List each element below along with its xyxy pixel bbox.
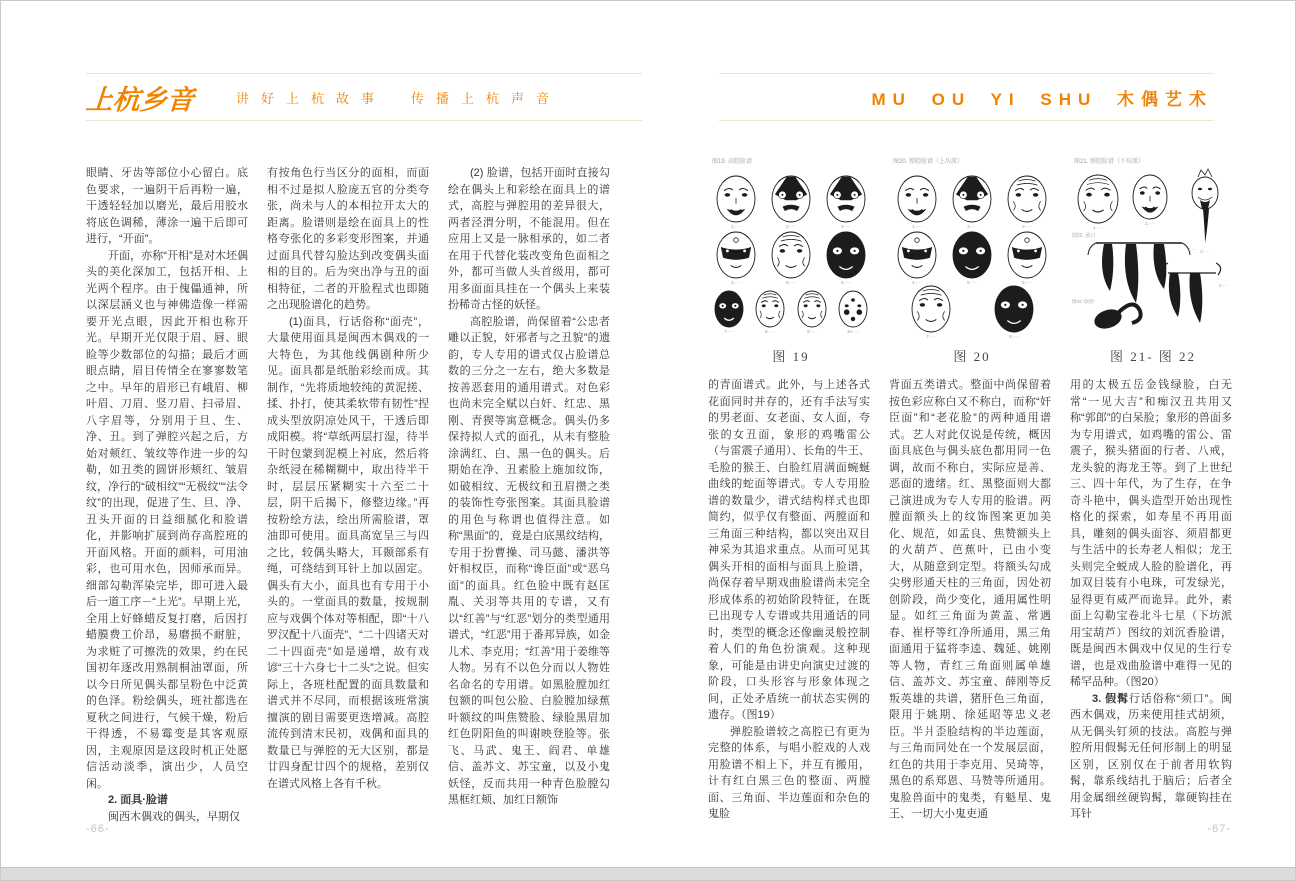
figure-19-mask-plate <box>708 151 874 365</box>
paragraph: 眼睛、牙齿等部位小心留白。底色要求，一遍阴干后再粉一遍，干透轻轻加以磨光，最后用胶水将底色调稀，薄涂一遍干后即可进行，“开面”。 <box>86 167 248 245</box>
svg-text:3.····: 3.···· <box>1022 224 1032 229</box>
svg-text:2.····: 2.···· <box>1145 221 1155 226</box>
svg-text:3.····: 3.···· <box>841 224 851 229</box>
svg-text:3.····: 3.···· <box>1200 249 1210 254</box>
figure-21-header: 图21. 弹腔脸谱（下坊派） <box>1074 159 1145 165</box>
figure-19-masks <box>708 167 874 344</box>
svg-text:2.···: 2.··· <box>1219 283 1228 288</box>
svg-text:1.····: 1.···· <box>912 224 922 229</box>
left-text-column-3 <box>448 165 610 809</box>
paragraph: (2) 脸谱，包括开面时直接勾绘在偶头上和彩绘在面具上的谱式，高腔与弹腔用的差异很大，两者泾渭分明，不能混用。但在应用上又是一脉相承的，如二者在用于代替化装改变角色面相之外，都可当做人头首级用，都可用多面面具挂在一个偶头上来装扮稀奇古怪的妖怪。 <box>448 167 610 311</box>
svg-text:2.····: 2.···· <box>786 224 796 229</box>
figure-19-caption: 图 19 <box>772 349 810 364</box>
svg-text:4.····: 4.···· <box>912 280 922 285</box>
page-number-left: -66- <box>86 823 110 835</box>
figure-20-mask-plate <box>889 151 1055 365</box>
svg-text:7.····: 7.···· <box>926 334 936 339</box>
paragraph: 开面，亦称“开相”是对木坯偶头的美化深加工，包括开相、上光两个程序。由于傀儡通神，所以深层涵义也与神佛造像一样需要开光点眼，因此开相也称开光。早期开光仅限于眉、唇、眼睑等少数部位的勾描；最后才画眼点睛，眉目传情全在寥寥数笔之中。早年的眉形已有峨眉、柳叶眉、刀眉、竖刀眉、扫帚眉、八字眉等，分别用于旦、生、净、丑。到了弹腔兴起之后，方始对颊红、皱纹等作进一步的勾勒，如丑类的圆饼形颊红、皱眉纹，净行的“破相纹”“无极纹”“法令纹”的出现，促进了生、旦、净、丑头开面的日益细腻化和脸谱化，并影响扩展到尚存高腔班的开面风格。开面的颜料，可用油彩，也可用水色，因师承而异。细部勾勒浑染完毕，即可进入最后一道工序－“上光”。早期上光，全用上好蜂蜡反复打磨，后因打蜡膜费工价昂，易磨损不耐脏，为求赃了可擦洗的效果，约在民国初年逐改用熟制桐油罩面，所以今日所见偶头都呈粉色中泛黄的色泽。粉绘偶头，班社都选在夏秋之间进行，气候干燥，粉后干得透，不易霉变是其客观原因，主观原因是这段时机正处愿信活动淡季，演出少，人员空闲。 <box>86 249 248 790</box>
left-text-column-2 <box>267 165 429 792</box>
right-text-column-1 <box>708 377 870 823</box>
svg-text:8.····: 8.···· <box>765 329 775 334</box>
svg-text:6.····: 6.···· <box>841 280 851 285</box>
svg-text:9.····: 9.···· <box>807 329 817 334</box>
svg-text:4.····: 4.···· <box>731 280 741 285</box>
svg-text:5.····: 5.···· <box>967 280 977 285</box>
paragraph: 闽西木偶戏的偶头，早期仅 <box>108 810 240 823</box>
paragraph: (1)面具，行话俗称“面壳”，大量使用面具是闽西木偶戏的一大特色，为其他线偶剧种所少见。面具都是纸胎彩绘而成。其制作，“先将质地较纯的黄泥搓、揉、扑打，使其柔软带有韧性”捏成头型放阴凉处风干，干透后即成阳模。将“草纸两层打湿，待半干时包蒙到泥模上衬底，然后将杂纸浸在稀糊糊中，取出待半干时，层层压紧糊实十六至二十层，阴干后揭下，修整边缘。”再按粉绘方法，绘出所需脸谱，罩油即可使用。面具高宽呈三与四之比，较偶头略大，耳颞部系有绳，可绕结到耳针上加以固定。偶头有大小，面具也有专用于小头的。一堂面具的数量，按规制应与戏偶个体对等相配，即“十八罗汉配十八面壳”、“二十四诸天对二十四面壳”如是递增，故有戏谚“三十六身七十二头”之说。但实际上，各班杜配置的面具数量和谱式并不尽同，而根据该班常演擅演的剧目需要更迭增减。高腔流传到清末民初，戏偶和面具的数量已与弹腔的无大区别，都是廿四身配廿四个的规格，差别仅在谱式风格上各有千秋。 <box>267 315 429 790</box>
svg-text:1.···: 1.··· <box>1188 247 1197 252</box>
svg-text:8.····: 8.···· <box>1009 334 1019 339</box>
svg-text:5.····: 5.···· <box>786 280 796 285</box>
paragraph: 高腔脸谱，尚保留着“公忠者雕以正貌，奸邪者与之丑貌”的遗韵，专人专用的谱式仅占脸谱总数的三分之一左右，绝大多数是按善恶套用的通用谱式。对色彩也尚未完全赋以白奸、红忠、黑刚、青猰等寓意概念。偶头仍多保持拟人式的面孔，从未有整脸涂满红、白、黑一色的偶头。后期始在净、丑素脸上施加纹饰，如破相纹、无极纹和丑眉攒之类的装饰性夸张图案。其面具脸谱的用色与称谓也值得注意。如称“黑面”的，竟是白底黑纹结构，专用于扮曹操、司马懿、潘洪等奸相权臣，而称“谗臣面”或“恶乌面”的面具。红色脸中既有赵匡胤、关羽等共用的专谱，又有以“红善”与“红恶”划分的类型通用谱式，“红恶”用于番邦异族，如金儿术、李克用；“红善”用于姜维等人物。另有不以色分而以人物姓名命名的专用谱。如黑脸膛加红包额的叫包公脸、白脸膛加绿蕉叶额纹的叫焦赞脸、绿脸黑眉加红色阴阳鱼的叫谢映登脸等。张飞、马武、鬼王、阎君、单雄信、盖苏文、苏宝童，以及小鬼妖怪，反而共用一种青色脸膛勾黑框红颊、加红日额饰 <box>448 315 610 806</box>
svg-text:图22.“软钩”: 图22.“软钩” <box>1072 299 1095 304</box>
right-text-column-2 <box>889 377 1051 823</box>
magazine-logo: 上杭乡音 <box>84 84 195 116</box>
figure-21-22-caption: 图 21- 图 22 <box>1109 349 1197 364</box>
paragraph: 弹腔脸谱较之高腔已有更为完整的体系，与唱小腔戏的人戏用脸谱不相上下，并互有搬用，计有红白黑三色的整面、两膛面、三角面、半边莲面和杂色的鬼脸 <box>708 725 870 820</box>
section-title: MU OU YI SHU 木偶艺术 <box>871 89 1213 109</box>
svg-text:1.····: 1.···· <box>731 224 741 229</box>
svg-text:10.····: 10.···· <box>846 329 860 334</box>
right-page-header <box>719 73 1213 121</box>
horizontal-scrollbar[interactable] <box>1 867 1295 880</box>
svg-text:图22. 须口: 图22. 须口 <box>1072 233 1096 239</box>
magazine-tagline: 讲好上杭故事 传播上杭声音 <box>236 90 562 106</box>
svg-text:6.····: 6.···· <box>1022 280 1032 285</box>
figure-21-22-mask-plate <box>1070 151 1236 365</box>
svg-text:1.····: 1.···· <box>1093 225 1103 230</box>
left-text-column-1 <box>86 165 248 825</box>
paragraph: 2. 面具·脸谱 <box>108 794 168 806</box>
figure-21-22-masks-and-beards <box>1070 167 1236 344</box>
figure-19-header: 图19. 高腔脸谱 <box>712 159 753 165</box>
paragraph: 有按角色行当区分的面相，而面相不过是拟人脸庞五官的分类夸张，尚未与人的本相拉开太大的距离。脸谱则是绘在面具上的性格夸张化的多彩变形图案，并通过面具代替勾脸达到改变偶头面相的目的。后为突出净与丑的面相特征，二者的开脸程式也即随之出现脸谱化的趋势。 <box>267 167 429 311</box>
left-page-header <box>86 73 642 121</box>
svg-text:2.····: 2.···· <box>967 224 977 229</box>
paragraph: 3. 假髯行话俗称“须口”。闽西木偶戏，历来使用挂式胡须，从无偶头钉须的技法。高腔与弹腔所用假髯无任何形制上的明显区别，区别仅在于前者用软钩髯，靠系线结扎于脑后；后者全用金属细丝硬钩髯，靠硬钩挂在耳针 <box>1070 692 1232 820</box>
figure-20-masks <box>889 167 1055 344</box>
figure-20-header: 图20. 弹腔脸谱（上坊派） <box>893 159 964 165</box>
paragraph: 背面五类谱式。整面中尚保留着按色彩应称白又不称白，而称“奸臣面”和“老花脸”的两种通用谱式。艺人对此仅说是传统，概因面具底色与偶头底色都用同一色调，故而不称白，实际应是善、恶面的遗绪。红、黑整面则大都己演进成为专人专用的脸谱。两膛面额头上的纹饰图案更加美化、规范，如孟良、焦赞额头上的火葫芦、芭蕉叶，已由小变大，从随意到定型。将额头勾成尖劈形通天柱的三角面，因处初创阶段，尚少变化，通用属性明显。如红三角面为黄盖、常遇春、崔杼等红净所通用，黑三角面通用于猛将李逵、魏延、姚刚等人物，青红三角面则属单雄信、盖苏文、苏宝童、薛刚等反叛英雄的共谱，猪肝色三角面，限用于姚期、徐延昭等忠义老臣。半爿歪脸结构的半边莲面，与三角而同处在一个发展层面，红色的共用于李克用、吴琦等，黑色的系郑恩、马赞等所通用。鬼脸兽面中的鬼类，有魁星、鬼王、一切大小鬼吏通 <box>889 379 1051 820</box>
svg-text:7.····: 7.···· <box>724 329 734 334</box>
paragraph: 用的太极五岳金钱绿脸，白无常“一见大吉”和痴汉丑共用又称“郭郎”的白呆脸；象形的兽面多为专用谱式，如鸡嘴的雷公、雷震子，猴头猪面的行者、八戒，龙头貌的海龙王等。到了上世纪三、四十年代，为了生存，在争奇斗艳中，偶头造型开始出现性格化的探索，如寿星不再用面具，雕刻的偶头面容、须眉都更与生活中的长寿老人相似；龙王头则完全蜕成人脸的脸谱化，再加双目装有小电珠，可发绿光，显得更有威严而诡异。此外，素面上勾勒宝卷北斗七星（下坊派用宝葫芦）图纹的刘沉香脸谱，既是闽西木偶戏中仅见的生行专谱，也是戏曲脸谱中难得一见的稀罕品种。（图20） <box>1070 379 1232 688</box>
right-text-column-3 <box>1070 377 1232 823</box>
figure-20-caption: 图 20 <box>953 349 991 364</box>
page-number-right: -67- <box>1207 823 1231 835</box>
paragraph: 的青面谱式。此外，与上述各式花面同时并存的，还有手法写实的男老面、女老面、女人面，夸张的女丑面，象形的鸡嘴雷公（与雷震子通用）、长角的牛王、毛脸的猴王、白脸红眉满面蜿蜒曲线的蛇面等谱式。专人专用脸谱的数量少，谱式结构样式也即简约，似乎仅有整面、两膛面和三角面三种结构，都以突出双目神采为其追求重点。从而可见其偶头开相的面相与面具上脸谱，尚保存着早期戏曲脸谱尚未完全形成体系的初始阶段特征，在既已出现专人专谱或共用通话的同时，类型的概念还像幽灵般控制着人们的角色扮演观。这种现象，可能是由讲史向演史过渡的阶段，口头形容与形象体现之间，正处矛盾统一前状态实例的遗存。（图19） <box>708 379 870 721</box>
